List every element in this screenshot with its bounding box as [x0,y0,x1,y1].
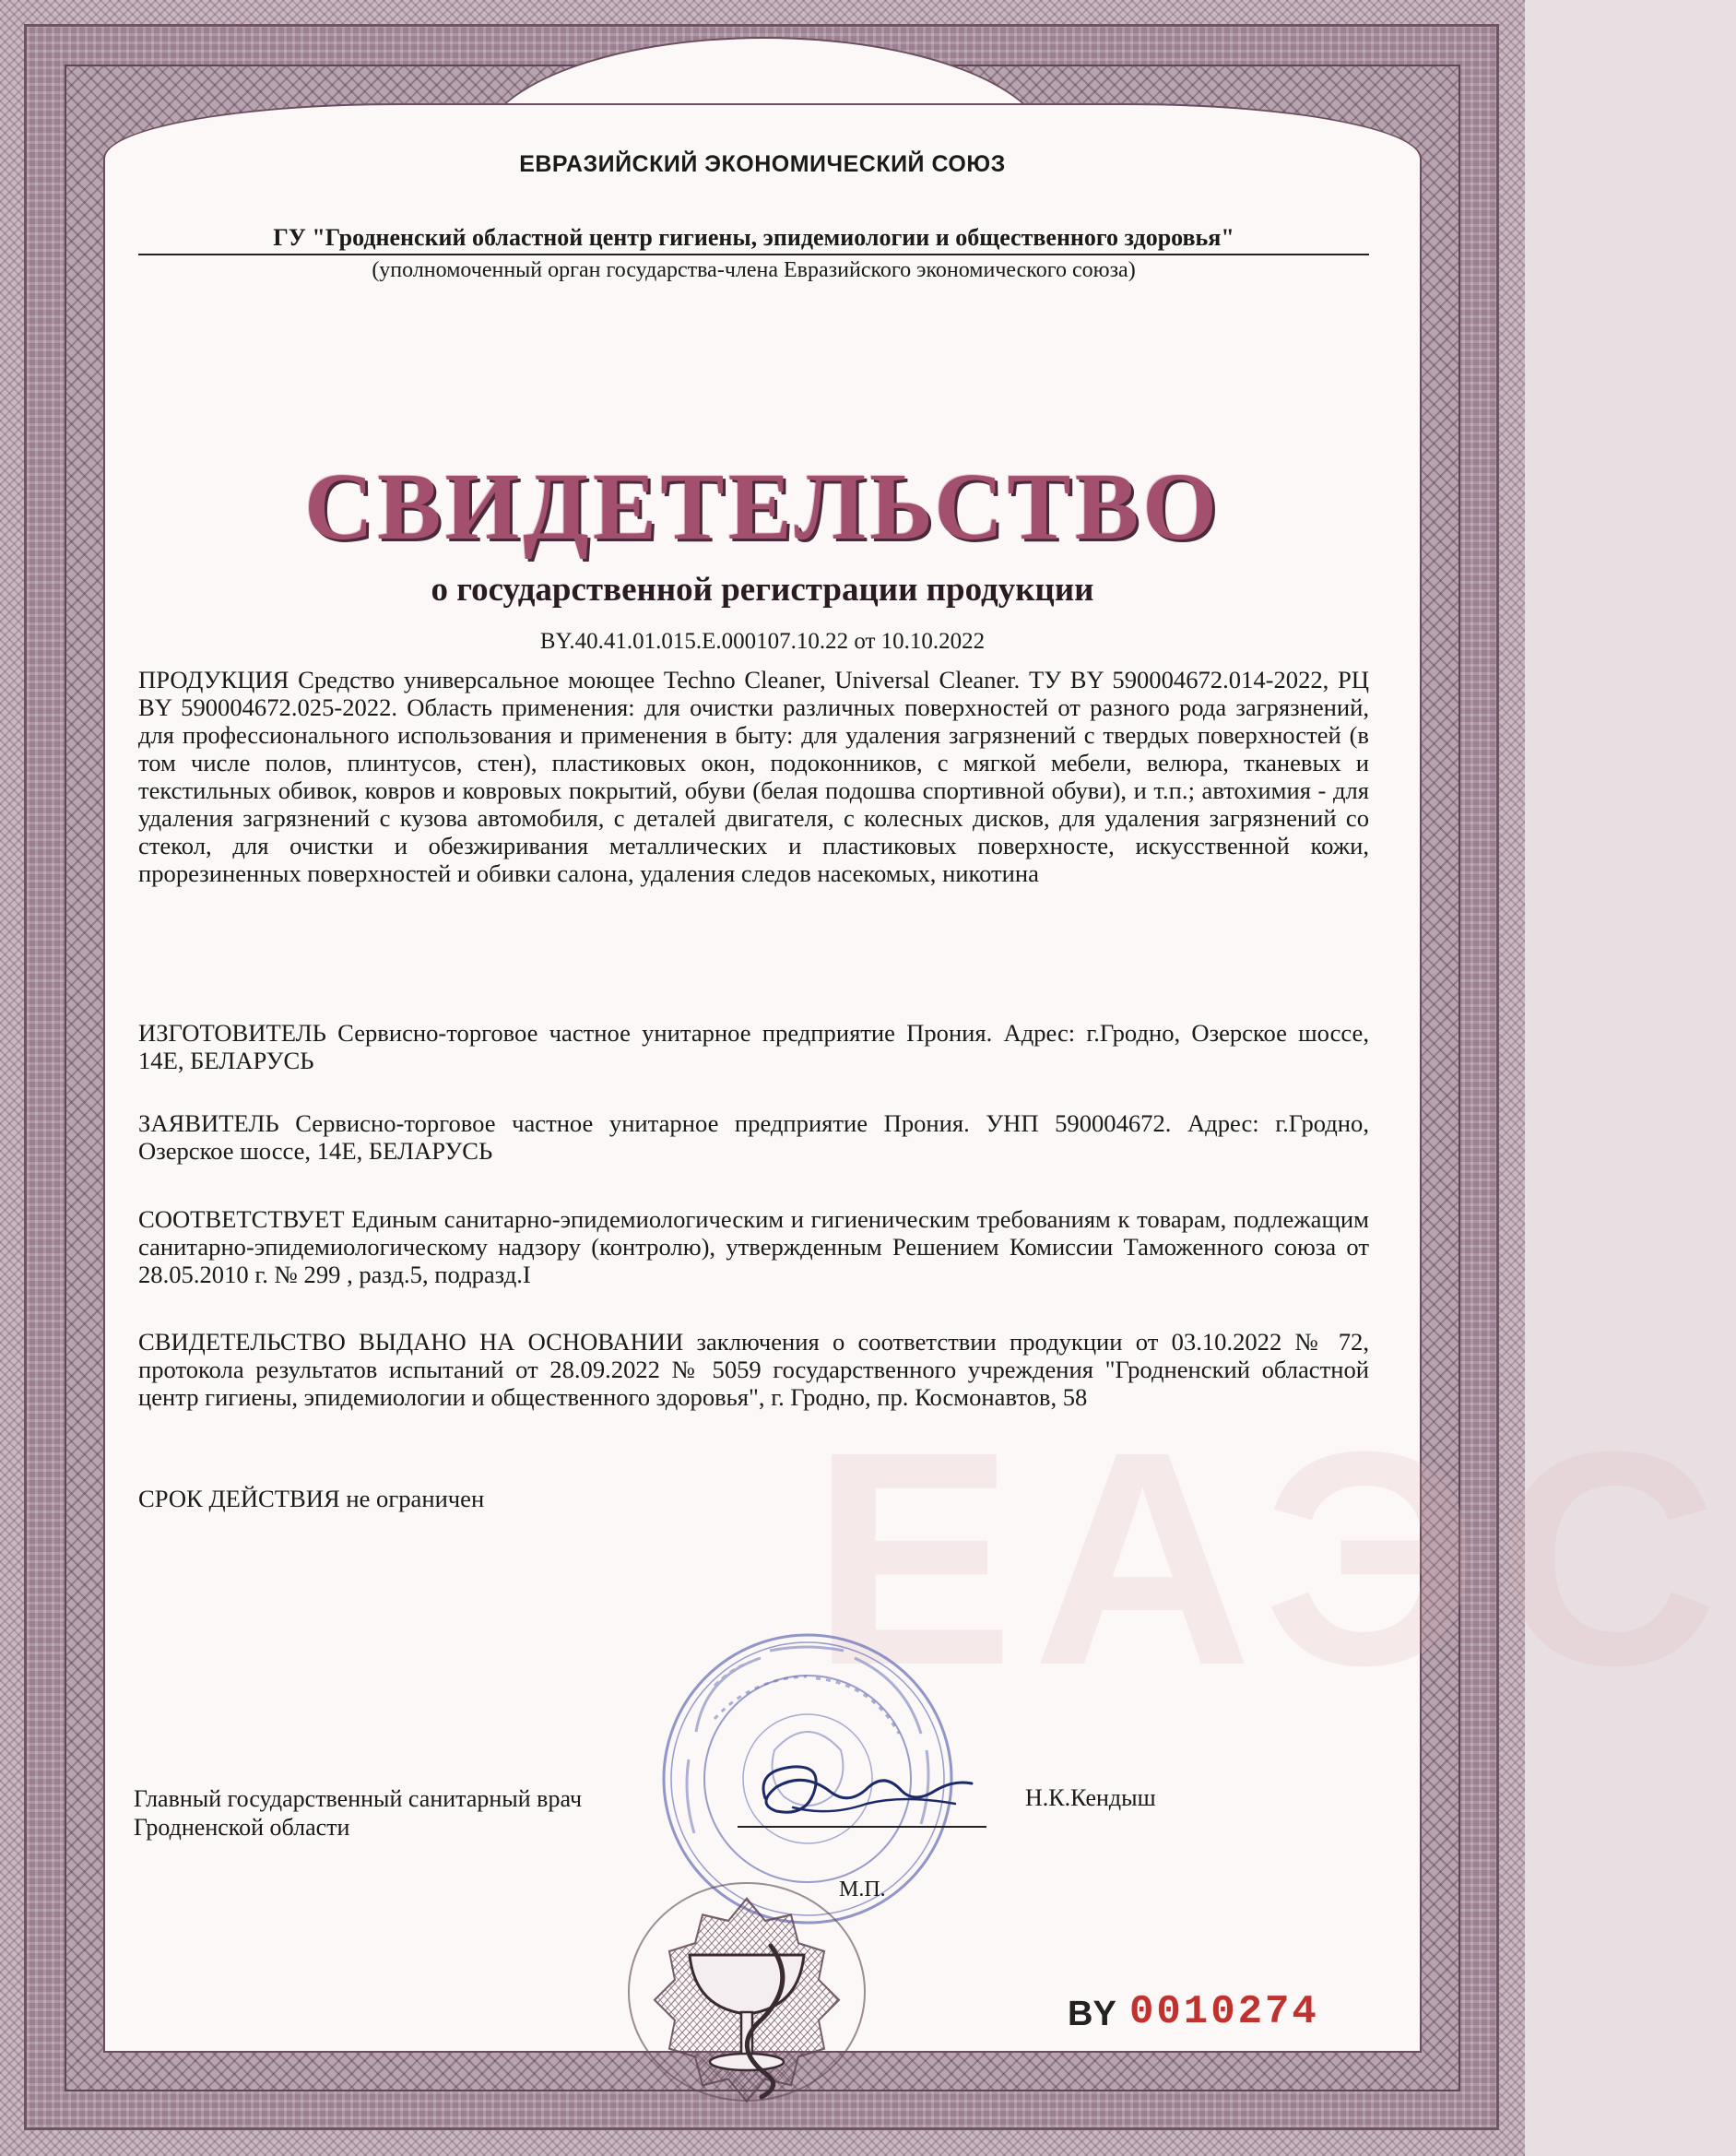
signatory-position-line2: Гродненской области [134,1814,350,1841]
basis-label: СВИДЕТЕЛЬСТВО ВЫДАНО НА ОСНОВАНИИ [138,1328,684,1356]
certificate-title: СВИДЕТЕЛЬСТВО [303,454,1222,560]
eaeu-watermark: ЕАЭС [811,1388,1736,1728]
conformity-text: Единым санитарно-эпидемиологическим и гигиеническим требованиям к товарам, подлежащим санитарно-эпидемиологическому надзору (контролю), утвержденным Решением Комиссии Таможенного союза от 28.05.2010 г. № 299 , разд.5, подразд.I [138,1205,1369,1288]
product-label: ПРОДУКЦИЯ [138,666,289,693]
registration-number: BY.40.41.01.015.Е.000107.10.22 от 10.10.2022 [539,629,986,654]
signature-line [738,1826,986,1828]
validity-label: СРОК ДЕЙСТВИЯ [138,1485,340,1512]
manufacturer-text: Сервисно-торговое частное унитарное предприятие Прония. Адрес: г.Гродно, Озерское шоссе, 14Е, БЕЛАРУСЬ [138,1019,1369,1074]
authority-note: (уполномоченный орган государства-члена Евразийского экономического союза) [372,258,1136,282]
applicant-label: ЗАЯВИТЕЛЬ [138,1109,279,1137]
conformity-section [138,1205,1369,1288]
basis-text: заключения о соответствии продукции от 03.10.2022 № 72, протокола результатов испытаний от 28.09.2022 № 5059 государственного учреждения "Гродненский областной центр гигиены, эпидемиологии и общественного здоровья", г. Гродно, пр. Космонавтов, 58 [138,1328,1369,1411]
validity-text: не ограничен [346,1485,485,1512]
signatory-position-line1: Главный государственный санитарный врач [134,1785,583,1812]
stamp-place-label: М.П. [839,1878,886,1901]
certificate-subtitle: о государственной регистрации продукции [431,571,1094,609]
serial-prefix: BY [1068,1995,1116,2033]
conformity-label: СООТВЕТСТВУЕТ [138,1205,345,1233]
serial-number: 0010274 [1129,1989,1319,2035]
signatory-position [134,1784,582,1842]
signatory-name: Н.К.Кендыш [1025,1784,1156,1811]
union-heading: ЕВРАЗИЙСКИЙ ЭКОНОМИЧЕСКИЙ СОЮЗ [519,151,1006,177]
applicant-text: Сервисно-торговое частное унитарное предприятие Прония. УНП 590004672. Адрес: г.Гродно, Озерское шоссе, 14Е, БЕЛАРУСЬ [138,1109,1369,1165]
manufacturer-section [138,1019,1369,1074]
hygiene-emblem [590,1835,903,2112]
product-text: Средство универсальное моющее Techno Cleaner, Universal Cleaner. ТУ BY 590004672.014-2022, РЦ BY 590004672.025-2022. Область применения: для очистки различных поверхностей от разного рода загрязнений, для профессионального использования и применения в быту: для удаления загрязнений с твердых поверхностей (в том числе полов, плинтусов, стен), пластиковых окон, подоконников, с мягкой мебели, велюра, тканевых и текстильных обивок, ковров и ковровых покрытий, обуви (белая подошва спортивной обуви), и т.п.; автохимия - для удаления загрязнений с кузова автомобиля, с деталей двигателя, с колесных дисков, для удаления загрязнений со стекол, для очистки и обезжиривания металлических и пластиковых поверхносте, искусственной кожи, прорезиненных поверхностей и обивки салона, удаления следов насекомых, никотина [138,666,1369,887]
applicant-section [138,1109,1369,1165]
product-section [138,666,1369,887]
authority-name: ГУ "Гродненский областной центр гигиены, эпидемиологии и общественного здоровья" [138,224,1369,255]
validity-section [138,1485,1369,1512]
basis-section [138,1328,1369,1411]
signature-mark [738,1743,986,1844]
manufacturer-label: ИЗГОТОВИТЕЛЬ [138,1019,326,1047]
